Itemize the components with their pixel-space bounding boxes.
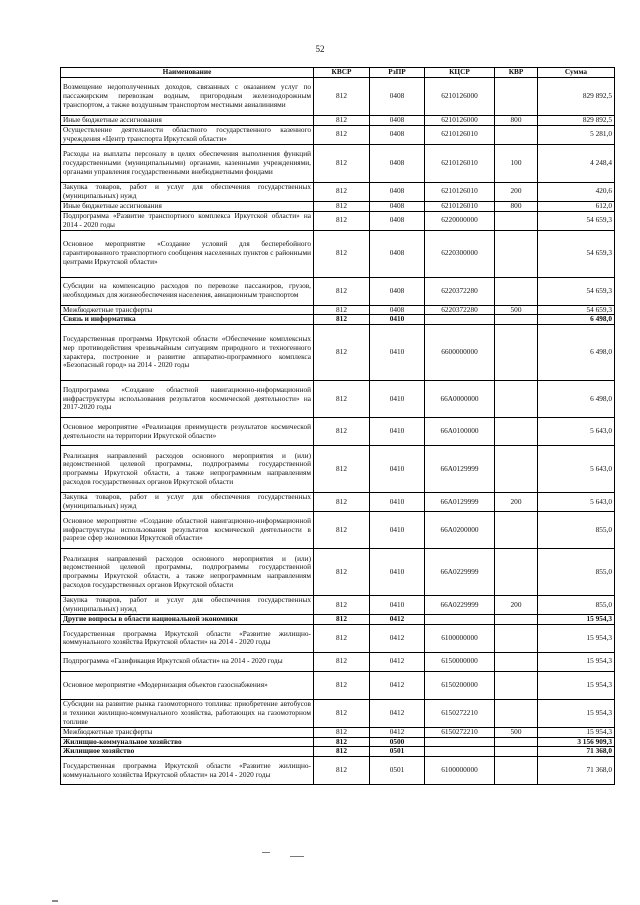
cell-kvsr: 812 [314,757,370,785]
cell-kvr: 800 [495,201,538,211]
cell-kvsr: 812 [314,78,370,116]
cell-sum: 15 954,3 [538,615,615,625]
cell-name: Подпрограмма «Создание областной навигационно-информационной инфраструктуры использования результатов космической деятельности» на 2017-2020 годы [61,381,314,418]
cell-name: Государственная программа Иркутской области «Развитие жилищно-коммунального хозяйства Иркутской области» на 2014 - 2020 годы [61,624,314,652]
cell-kcsr: 6150272210 [425,699,495,727]
cell-kvsr: 812 [314,652,370,671]
cell-kvr [495,78,538,116]
cell-kvsr: 812 [314,747,370,757]
cell-rzpr: 0408 [370,116,425,126]
cell-rzpr: 0412 [370,652,425,671]
table-row [61,78,615,116]
cell-kcsr: 66А0229999 [425,549,495,596]
scan-mark [52,900,58,902]
table-row [61,201,615,211]
header-name: Наименование [61,68,314,78]
cell-kcsr: 6150200000 [425,671,495,699]
table-row [61,596,615,615]
cell-kvr [495,624,538,652]
cell-kvr [495,125,538,144]
cell-kvsr: 812 [314,211,370,230]
cell-kcsr: 6210126010 [425,144,495,182]
cell-name: Государственная программа Иркутской области «Развитие жилищно-коммунального хозяйства Иркутской области» на 2014 - 2020 годы [61,757,314,785]
cell-kcsr [425,747,495,757]
cell-kvsr: 812 [314,201,370,211]
budget-table [60,67,615,785]
table-row [61,305,615,315]
cell-kvsr: 812 [314,116,370,126]
cell-kvsr: 812 [314,671,370,699]
table-row [61,182,615,201]
cell-name: Возмещение недополученных доходов, связанных с оказанием услуг по пассажирским перевозкам водным, пригородным железнодорожным транспортом, а также воздушным транспортом местными авиалиниями [61,78,314,116]
cell-name: Основное мероприятие «Создание областной навигационно-информационной инфраструктуры использования результатов космической деятельности в разрезе сфер экономики Иркутской области» [61,512,314,549]
cell-kvsr: 812 [314,549,370,596]
cell-sum: 6 498,0 [538,381,615,418]
cell-name: Закупка товаров, работ и услуг для обеспечения государственных (муниципальных) нужд [61,596,314,615]
table-row [61,737,615,747]
cell-kvr [495,699,538,727]
cell-sum: 6 498,0 [538,315,615,325]
cell-name: Основное мероприятие «Модернизация объектов газоснабжения» [61,671,314,699]
cell-rzpr: 0410 [370,549,425,596]
cell-rzpr: 0501 [370,757,425,785]
header-kvr: КВР [495,68,538,78]
cell-name: Подпрограмма «Развитие транспортного комплекса Иркутской области» на 2014 - 2020 годы [61,211,314,230]
cell-rzpr: 0412 [370,727,425,737]
cell-kcsr: 6100000000 [425,624,495,652]
cell-name: Межбюджетные трансферты [61,305,314,315]
cell-name: Другие вопросы в области национальной экономики [61,615,314,625]
header-sum: Сумма [538,68,615,78]
table-row [61,230,615,277]
table-row [61,211,615,230]
cell-kvr [495,381,538,418]
cell-kvr: 200 [495,596,538,615]
cell-name: Подпрограмма «Газификация Иркутской области» на 2014 - 2020 годы [61,652,314,671]
cell-kcsr: 6100000000 [425,757,495,785]
cell-kcsr: 66А0100000 [425,418,495,446]
cell-rzpr: 0408 [370,230,425,277]
cell-kvsr: 812 [314,182,370,201]
cell-kcsr: 66А0200000 [425,512,495,549]
cell-kvr [495,230,538,277]
cell-sum: 71 368,0 [538,757,615,785]
cell-kcsr: 6210126000 [425,116,495,126]
cell-kcsr: 6220000000 [425,211,495,230]
cell-kcsr [425,615,495,625]
cell-sum: 54 659,3 [538,211,615,230]
cell-rzpr: 0410 [370,596,425,615]
cell-name: Реализация направлений расходов основного мероприятия и (или) ведомственной целевой программы, подпрограммы государственной программы Иркутской области, а также непрограммным направлениям расходов государственных органов Иркутской области [61,446,314,493]
table-row [61,144,615,182]
cell-kcsr [425,737,495,747]
cell-kvr [495,652,538,671]
cell-sum: 15 954,3 [538,671,615,699]
cell-kvr: 500 [495,727,538,737]
cell-kvsr: 812 [314,596,370,615]
table-row [61,315,615,325]
cell-kvsr: 812 [314,512,370,549]
cell-rzpr: 0410 [370,325,425,381]
cell-kvsr: 812 [314,624,370,652]
cell-kcsr: 6210126010 [425,125,495,144]
cell-kcsr: 6210126010 [425,182,495,201]
cell-kcsr [425,315,495,325]
cell-name: Жилищное хозяйство [61,747,314,757]
cell-name: Расходы на выплаты персоналу в целях обеспечения выполнения функций государственными (муниципальными) органами, казенными учреждениями, органами управления государственными внебюджетными фондами [61,144,314,182]
cell-kvr [495,325,538,381]
cell-kcsr: 66А0229999 [425,596,495,615]
cell-kvsr: 812 [314,727,370,737]
table-row [61,615,615,625]
cell-name: Основное мероприятие «Создание условий для бесперебойного гарантированного транспортного сообщения населенных пунктов с районными центрами Иркутской области» [61,230,314,277]
cell-sum: 54 659,3 [538,305,615,315]
table-row [61,418,615,446]
cell-sum: 54 659,3 [538,277,615,305]
table-row [61,549,615,596]
cell-sum: 54 659,3 [538,230,615,277]
cell-rzpr: 0408 [370,201,425,211]
cell-kvr [495,315,538,325]
cell-rzpr: 0410 [370,418,425,446]
cell-rzpr: 0500 [370,737,425,747]
header-kcsr: КЦСР [425,68,495,78]
cell-kcsr: 66А0000000 [425,381,495,418]
table-row [61,671,615,699]
cell-kvr [495,211,538,230]
cell-sum: 855,0 [538,512,615,549]
cell-name: Жилищно-коммунальное хозяйство [61,737,314,747]
cell-name: Иные бюджетные ассигнования [61,116,314,126]
cell-kvsr: 812 [314,615,370,625]
cell-rzpr: 0408 [370,144,425,182]
cell-kcsr: 6150272210 [425,727,495,737]
cell-kcsr: 6220372280 [425,277,495,305]
table-body [61,78,615,785]
cell-kvsr: 812 [314,381,370,418]
cell-rzpr: 0408 [370,305,425,315]
cell-sum: 6 498,0 [538,325,615,381]
cell-sum: 15 954,3 [538,652,615,671]
cell-kvsr: 812 [314,125,370,144]
cell-kvr [495,747,538,757]
cell-sum: 855,0 [538,549,615,596]
cell-sum: 4 248,4 [538,144,615,182]
cell-kvr [495,277,538,305]
table-row [61,446,615,493]
cell-kvr [495,737,538,747]
header-kvsr: КВСР [314,68,370,78]
cell-sum: 15 954,3 [538,699,615,727]
cell-name: Субсидии на развитие рынка газомоторного топлива: приобретение автобусов и техники жилищно-коммунального хозяйства, работающих на газомоторном топливе [61,699,314,727]
cell-kvsr: 812 [314,277,370,305]
cell-kcsr: 6210126010 [425,201,495,211]
cell-kvr: 100 [495,144,538,182]
cell-sum: 829 892,5 [538,78,615,116]
cell-sum: 71 368,0 [538,747,615,757]
table-row [61,381,615,418]
cell-rzpr: 0410 [370,493,425,512]
table-row [61,325,615,381]
cell-kcsr: 6220372280 [425,305,495,315]
cell-kvsr: 812 [314,699,370,727]
table-row [61,699,615,727]
cell-rzpr: 0412 [370,624,425,652]
table-row [61,747,615,757]
cell-rzpr: 0408 [370,78,425,116]
page-number: 52 [315,44,325,54]
cell-kvr: 800 [495,116,538,126]
cell-rzpr: 0410 [370,315,425,325]
cell-sum: 420,6 [538,182,615,201]
cell-name: Закупка товаров, работ и услуг для обеспечения государственных (муниципальных) нужд [61,182,314,201]
cell-kvr [495,615,538,625]
cell-kvr: 500 [495,305,538,315]
cell-kvr [495,549,538,596]
table-row [61,757,615,785]
cell-kvsr: 812 [314,230,370,277]
scan-dash [262,852,270,853]
table-header-row [61,68,615,78]
cell-name: Субсидии на компенсацию расходов по перевозке пассажиров, грузов, необходимых для жизнеобеспечения населения, авиационным транспортом [61,277,314,305]
cell-sum: 3 156 909,3 [538,737,615,747]
scan-dash [290,856,304,857]
cell-name: Связь и информатика [61,315,314,325]
cell-sum: 15 954,3 [538,727,615,737]
cell-rzpr: 0412 [370,699,425,727]
cell-sum: 5 643,0 [538,493,615,512]
cell-kvsr: 812 [314,325,370,381]
cell-kvr: 200 [495,493,538,512]
cell-name: Реализация направлений расходов основного мероприятия и (или) ведомственной целевой программы, подпрограммы государственной программы Иркутской области, а также непрограммным направлениям расходов государственных органов Иркутской области [61,549,314,596]
cell-sum: 829 892,5 [538,116,615,126]
cell-rzpr: 0410 [370,381,425,418]
cell-rzpr: 0412 [370,615,425,625]
cell-kcsr: 66А0129999 [425,493,495,512]
table-row [61,652,615,671]
cell-rzpr: 0408 [370,182,425,201]
cell-kvsr: 812 [314,493,370,512]
header-rzpr: РзПР [370,68,425,78]
cell-kvsr: 812 [314,737,370,747]
cell-kvsr: 812 [314,305,370,315]
cell-kvsr: 812 [314,144,370,182]
cell-rzpr: 0408 [370,211,425,230]
table-row [61,512,615,549]
cell-rzpr: 0410 [370,446,425,493]
table-row [61,624,615,652]
cell-rzpr: 0408 [370,277,425,305]
cell-rzpr: 0501 [370,747,425,757]
cell-kcsr: 6210126000 [425,78,495,116]
cell-sum: 5 643,0 [538,418,615,446]
cell-kvr [495,757,538,785]
cell-rzpr: 0412 [370,671,425,699]
cell-rzpr: 0410 [370,512,425,549]
cell-sum: 5 281,0 [538,125,615,144]
cell-name: Осуществление деятельности областного государственного казенного учреждения «Центр транспорта Иркутской области» [61,125,314,144]
cell-sum: 855,0 [538,596,615,615]
cell-kvsr: 812 [314,315,370,325]
cell-name: Государственная программа Иркутской области «Обеспечение комплексных мер противодействия чрезвычайным ситуациям природного и техногенного характера, построение и развитие аппаратно-программного комплекса «Безопасный город» на 2014 - 2020 годы [61,325,314,381]
cell-sum: 15 954,3 [538,624,615,652]
cell-kcsr: 66А0129999 [425,446,495,493]
table-row [61,277,615,305]
cell-kvr [495,446,538,493]
cell-name: Иные бюджетные ассигнования [61,201,314,211]
table-row [61,116,615,126]
cell-name: Межбюджетные трансферты [61,727,314,737]
cell-kvr [495,512,538,549]
cell-kvr [495,418,538,446]
cell-kcsr: 6600000000 [425,325,495,381]
cell-name: Закупка товаров, работ и услуг для обеспечения государственных (муниципальных) нужд [61,493,314,512]
cell-kcsr: 6220300000 [425,230,495,277]
cell-kvsr: 812 [314,446,370,493]
cell-name: Основное мероприятие «Реализация преимуществ результатов космической деятельности на территории Иркутской области» [61,418,314,446]
table-row [61,727,615,737]
cell-sum: 5 643,0 [538,446,615,493]
cell-kcsr: 6150000000 [425,652,495,671]
cell-kvr: 200 [495,182,538,201]
cell-rzpr: 0408 [370,125,425,144]
table-row [61,125,615,144]
cell-kvr [495,671,538,699]
cell-sum: 612,0 [538,201,615,211]
table-row [61,493,615,512]
cell-kvsr: 812 [314,418,370,446]
